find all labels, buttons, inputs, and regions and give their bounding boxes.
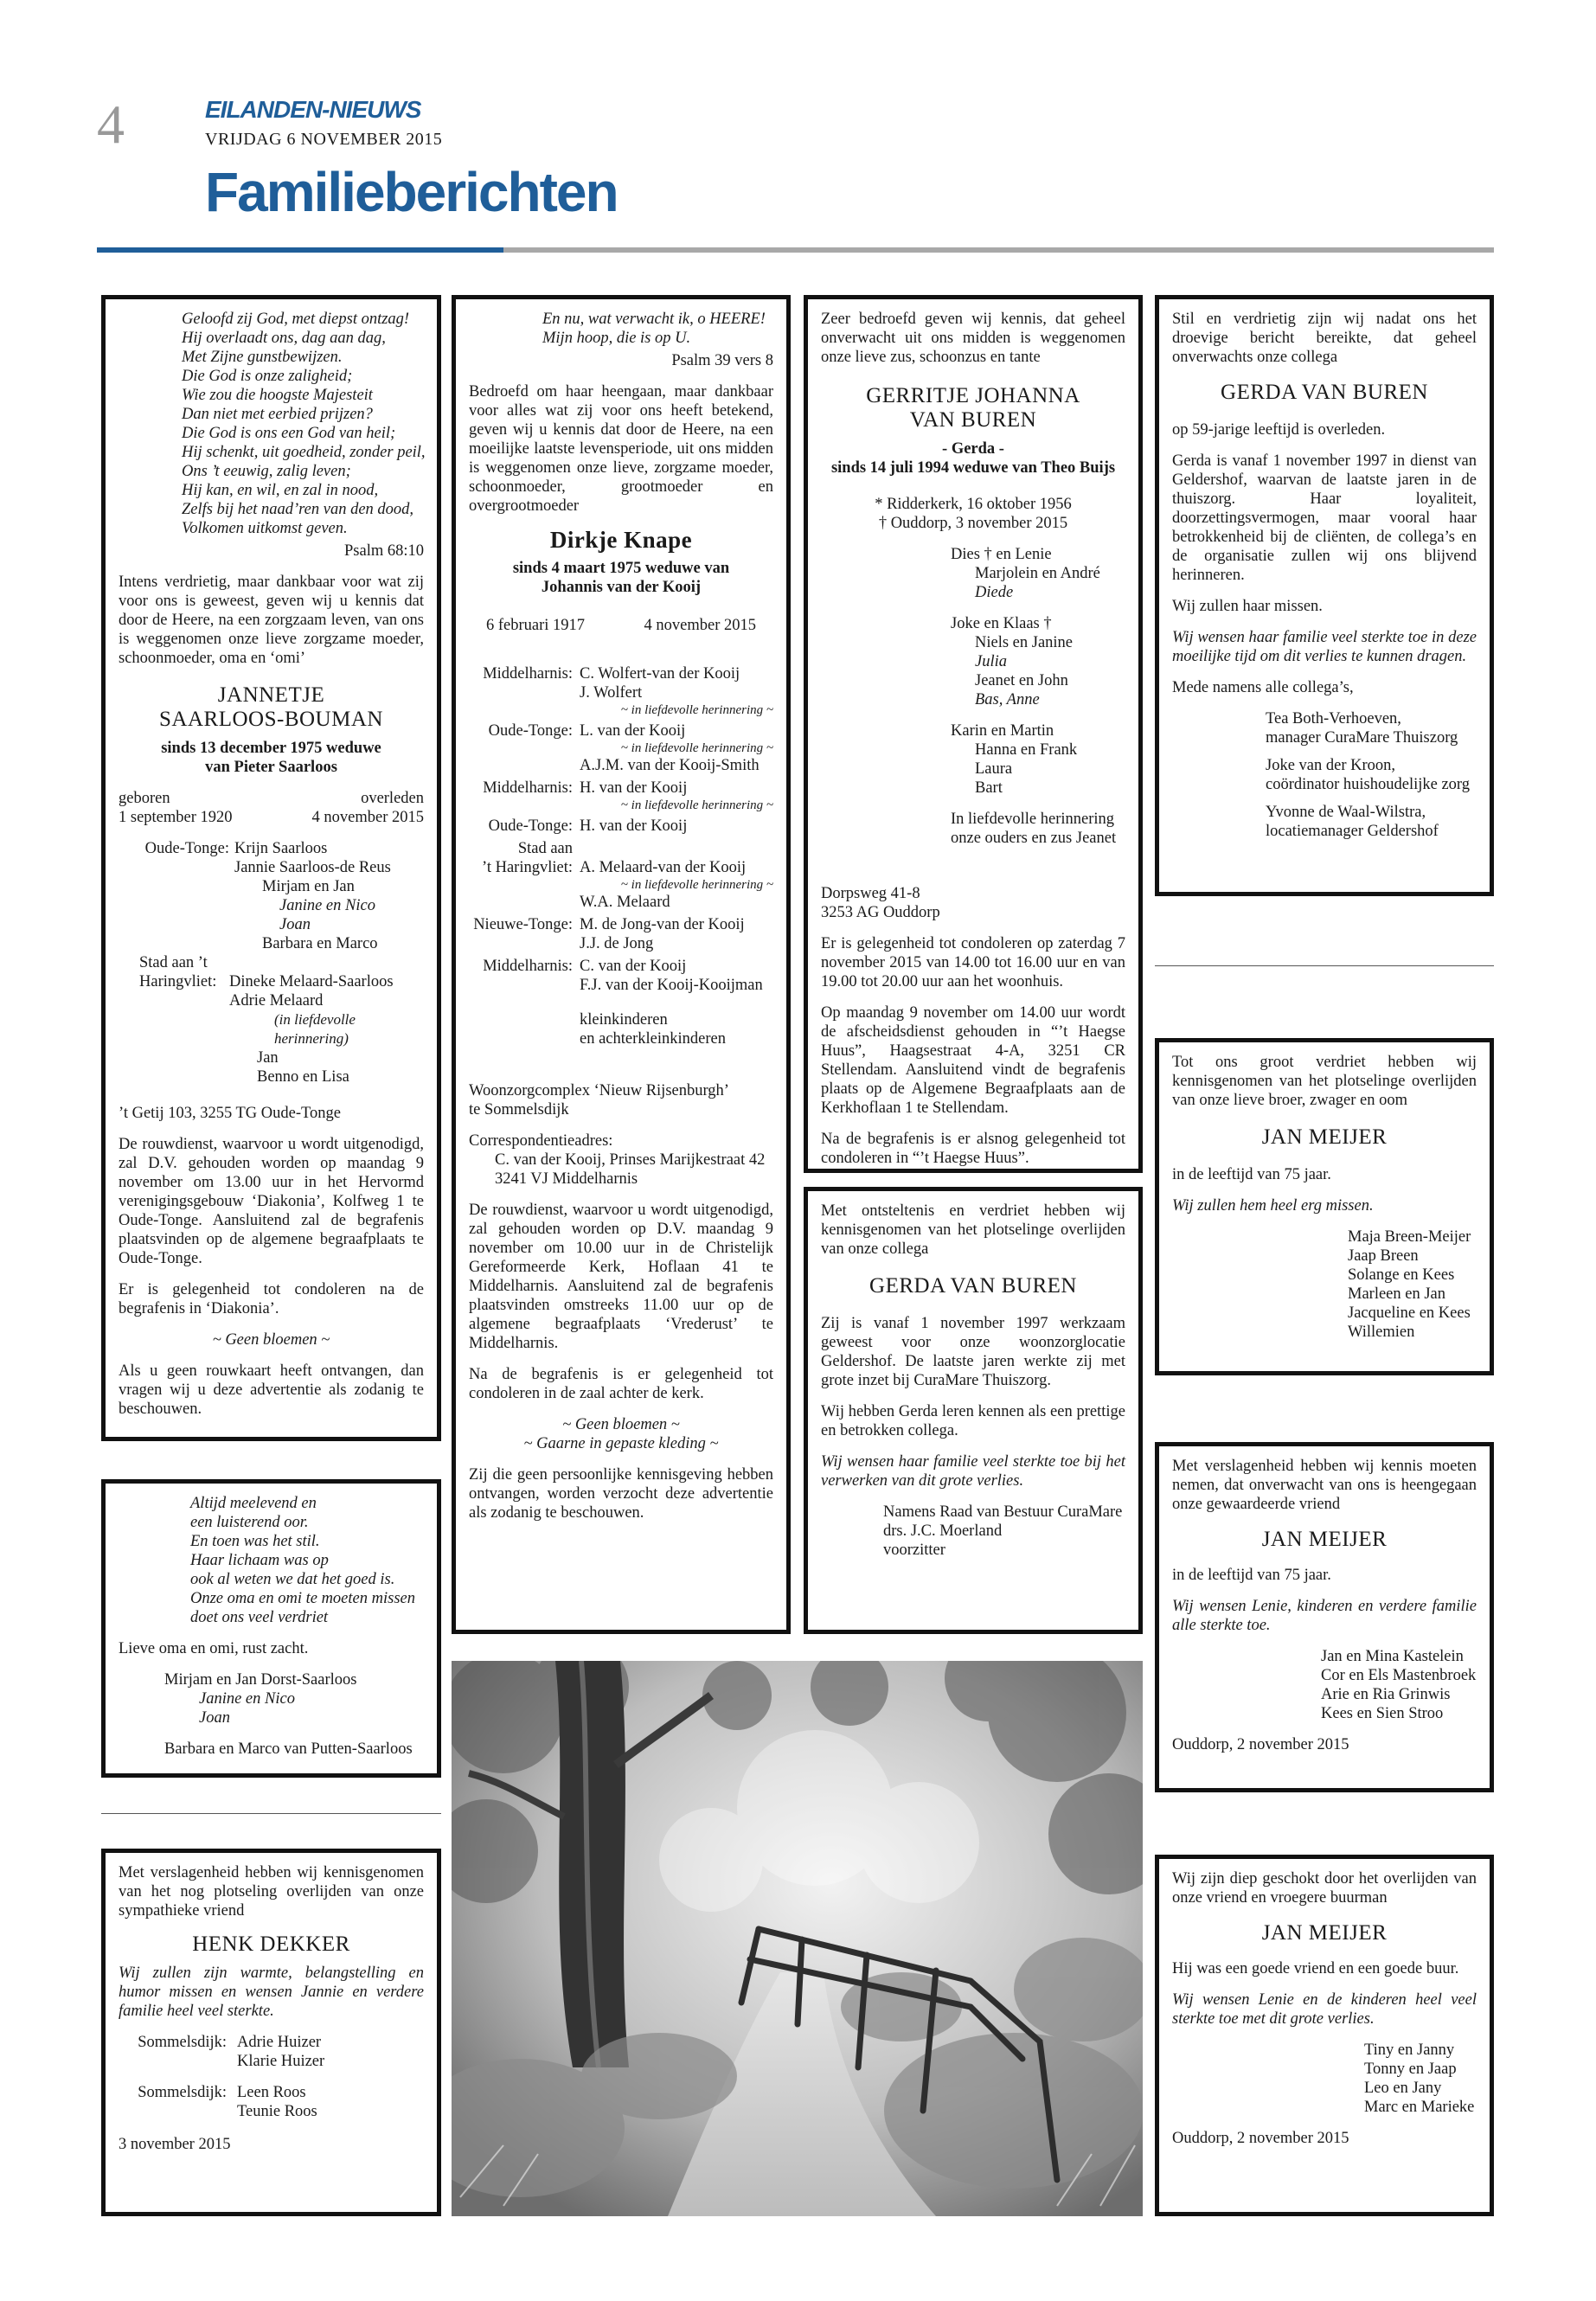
- sign-place: Sommelsdijk:: [138, 2034, 227, 2051]
- family-place: Oude-Tonge:: [144, 840, 229, 857]
- signature: [821, 1503, 1125, 1560]
- deceased-name-line: JANNETJE: [217, 683, 325, 707]
- deceased-name: JAN MEIJER: [1261, 1528, 1388, 1551]
- notice-jan-meijer-friends: [1155, 1442, 1494, 1792]
- masthead-logo: EILANDEN-NIEUWS: [205, 96, 421, 123]
- family-name: Hanna en Frank: [975, 741, 1078, 759]
- family-place-line: ’t Haringvliet:: [482, 859, 573, 876]
- deceased-name: JAN MEIJER: [1261, 1921, 1388, 1945]
- family-name: C. Wolfert-van der Kooij: [580, 665, 740, 683]
- poem-line: Altijd meelevend en: [190, 1495, 317, 1512]
- signature-line: drs. J.C. Moerland: [883, 1522, 1003, 1540]
- header-rule-grey: [503, 247, 1494, 253]
- intro-text: Wij zijn diep geschokt door het overlijden van onze vriend en vroegere buurman: [1172, 1870, 1477, 1907]
- page-number: 4: [97, 93, 125, 155]
- widow-line: Johannis van der Kooij: [541, 579, 702, 596]
- condolence-info: Er is gelegenheid tot condoleren op zaterdag 7 november 2015 van 14.00 tot 16.00 uur en van 19.00 tot 20.00 uur aan het woonhuis.: [821, 935, 1125, 990]
- signature: [1172, 1647, 1477, 1723]
- sign-name: Leen Roos: [237, 2084, 306, 2101]
- signature-group: [1266, 709, 1477, 747]
- address-line: 3253 AG Ouddorp: [821, 904, 940, 921]
- born-date: 6 februari 1917: [486, 617, 586, 634]
- widow-info: [119, 739, 424, 777]
- signature-line: Marleen en Jan: [1348, 1285, 1446, 1303]
- family-stad-aan-t-haringvliet: [119, 953, 424, 1086]
- forest-path-photo: [452, 1661, 1143, 2216]
- correspondence-address: 3241 VJ Middelharnis: [495, 1170, 638, 1188]
- notice-gerda-geldershof: [1155, 295, 1494, 896]
- poem-reference: Psalm 68:10: [344, 542, 424, 560]
- died-label: overleden: [361, 790, 424, 807]
- family-names: [580, 957, 773, 995]
- family-name: H. van der Kooij: [580, 817, 688, 835]
- signature-line: Joke van der Kroon,: [1266, 757, 1396, 774]
- family-list: [469, 664, 773, 995]
- family-name: Karin en Martin: [951, 722, 1054, 740]
- column-divider: [1155, 965, 1494, 966]
- poem-line: doet ons veel verdriet: [190, 1609, 329, 1626]
- family-name: Krijn Saarloos: [234, 840, 328, 857]
- grandchildren: [469, 1010, 773, 1048]
- family-names: [580, 839, 773, 912]
- notice-date: Ouddorp, 2 november 2015: [1172, 1736, 1349, 1753]
- family-name: Julia: [975, 653, 1007, 670]
- family-name: onze ouders en zus Jeanet: [951, 830, 1117, 847]
- family-place-line: Middelharnis:: [483, 665, 573, 683]
- family-name: Marjolein en André: [975, 565, 1100, 582]
- notice-dirkje-knape: [452, 295, 791, 1634]
- deceased-name-line: VAN BUREN: [909, 408, 1037, 432]
- family-name: H. van der Kooij: [580, 779, 688, 797]
- family-names: [580, 664, 773, 718]
- intro-text: Stil en verdrietig zijn wij nadat ons het droevige bericht bereikte, dat geheel onverwachts onze collega: [1172, 311, 1477, 366]
- dates-values: [119, 808, 424, 827]
- intro-text: Met ontsteltenis en verdriet hebben wij kennisgenomen van het plotselinge overlijden van onze collega: [821, 1202, 1125, 1258]
- family-place-line: Middelharnis:: [483, 779, 573, 797]
- section-title: Familieberichten: [205, 161, 618, 223]
- family-place: [469, 915, 580, 953]
- deceased-name: [821, 384, 1125, 433]
- family-group: [469, 721, 773, 775]
- in-memoriam-note: ~ in liefdevolle herinnering ~: [620, 703, 773, 717]
- family-group: [469, 915, 773, 953]
- sign-group: [119, 2083, 424, 2121]
- family-place: [469, 957, 580, 995]
- notice-jan-meijer-family: [1155, 1038, 1494, 1375]
- closing-text: Zij die geen persoonlijke kennisgeving hebben ontvangen, worden verzocht deze advertentie als zodanig te beschouwen.: [469, 1466, 773, 1522]
- signature-group: [1266, 756, 1477, 794]
- after-info: Na de begrafenis is er alsnog gelegenheid tot condoleren in “’t Haegse Huus”.: [821, 1131, 1125, 1167]
- age-text: in de leeftijd van 75 jaar.: [1172, 1166, 1331, 1183]
- family-name: L. van der Kooij: [580, 722, 686, 740]
- address: ’t Getij 103, 3255 TG Oude-Tonge: [119, 1105, 341, 1122]
- family-name: Joan: [279, 916, 311, 933]
- family-name: Joke en Klaas †: [951, 615, 1052, 632]
- condolence-info: Na de begrafenis is er gelegenheid tot condoleren in de zaal achter de kerk.: [469, 1366, 773, 1402]
- family-name: Jannie Saarloos-de Reus: [234, 859, 391, 876]
- family-name: M. de Jong-van der Kooij: [580, 916, 745, 933]
- tribute-text: Gerda is vanaf 1 november 1997 in dienst van Geldershof, waarvan de laatste jaren in de thuiszorg. Haar loyaliteit, doorzettingsvermogen, maar vooral haar betrokkenheid bij de cliënten, de collega’s en de organisatie zullen wij ons blijvend herinneren.: [1172, 452, 1477, 584]
- family-group: [469, 779, 773, 813]
- family-name: Barbara en Marco: [262, 935, 378, 952]
- signature-line: Marc en Marieke: [1364, 2099, 1475, 2116]
- notice-oma-omi: [101, 1479, 441, 1778]
- poem-line: Zelfs bij het naad’ren van den dood,: [182, 501, 414, 518]
- closing-text: Als u geen rouwkaart heeft ontvangen, dan vragen wij u deze advertentie als zodanig te beschouwen.: [119, 1362, 424, 1418]
- signature-line: manager CuraMare Thuiszorg: [1266, 729, 1458, 747]
- widow-line: sinds 4 maart 1975 weduwe van: [512, 560, 730, 577]
- born-info: * Ridderkerk, 16 oktober 1956: [875, 496, 1072, 513]
- signature-line: Jan en Mina Kastelein: [1321, 1648, 1464, 1665]
- dates-labels: [119, 789, 424, 808]
- family-name: Bart: [975, 779, 1003, 797]
- widow-line: van Pieter Saarloos: [205, 759, 337, 776]
- deceased-name-line: SAARLOOS-BOUMAN: [159, 708, 383, 731]
- grandchildren-line: en achterkleinkinderen: [580, 1030, 726, 1048]
- intro-text: Zeer bedroefd geven wij kennis, dat geheel onverwacht uit ons midden is weggenomen onze lieve zus, schoonzus en tante: [821, 311, 1125, 366]
- poem-line: Ons ’t eeuwig, zalig leven;: [182, 463, 351, 480]
- poem-line: Onze oma en omi te moeten missen: [190, 1590, 415, 1607]
- family-name: Adrie Melaard: [229, 992, 324, 1009]
- family-names: [580, 721, 773, 775]
- family-place: [469, 721, 580, 775]
- correspondence-address: C. van der Kooij, Prinses Marijkestraat 42: [495, 1151, 766, 1169]
- family-name: J.J. de Jong: [580, 935, 654, 952]
- signature-line: Yvonne de Waal-Wilstra,: [1266, 804, 1426, 821]
- family-names: [580, 915, 773, 953]
- wish-text: Wij wensen Lenie en de kinderen heel veel sterkte toe met dit grote verlies.: [1172, 1991, 1477, 2028]
- poem-line: Die God is ons een God van heil;: [182, 425, 396, 442]
- family-name: J. Wolfert: [580, 684, 643, 702]
- header-rule-blue: [97, 247, 503, 253]
- poem-line: Die God is onze zaligheid;: [182, 368, 353, 385]
- sign-name: Adrie Huizer: [237, 2034, 322, 2051]
- family-name: Niels en Janine: [975, 634, 1074, 651]
- poem-line: Geloofd zij God, met diepst ontzag!: [182, 311, 410, 328]
- family-place-line: Nieuwe-Tonge:: [473, 916, 573, 933]
- notice-jan-meijer-neighbours: [1155, 1855, 1494, 2216]
- poem-line: een luisterend oor.: [190, 1514, 309, 1531]
- born-date: 1 september 1920: [119, 809, 233, 826]
- signature-line: Jaap Breen: [1348, 1247, 1419, 1265]
- intro-text: Tot ons groot verdriet hebben wij kennisgenomen van het plotselinge overlijden van onze lieve broer, zwager en oom: [1172, 1054, 1477, 1109]
- deceased-name: JAN MEIJER: [1261, 1125, 1388, 1149]
- family-place-line: Stad aan: [517, 840, 573, 857]
- family-place: [469, 664, 580, 718]
- notice-saarloos-bouman: [101, 295, 441, 1441]
- signature-line: Cor en Els Mastenbroek: [1321, 1667, 1477, 1684]
- sign-name: Klarie Huizer: [237, 2053, 325, 2070]
- family-place: [469, 779, 580, 813]
- widow-info: [821, 439, 1125, 478]
- family-name: Bas, Anne: [975, 691, 1040, 708]
- signature: [1172, 709, 1477, 841]
- poem-line: En nu, wat verwacht ik, o HEERE!: [542, 311, 766, 328]
- care-home: Woonzorgcomplex ‘Nieuw Rijsenburgh’: [469, 1082, 729, 1099]
- deceased-name: HENK DEKKER: [192, 1932, 350, 1956]
- signature-line: locatiemanager Geldershof: [1266, 823, 1439, 840]
- age-text: op 59-jarige leeftijd is overleden.: [1172, 421, 1386, 439]
- family-place-line: Middelharnis:: [483, 958, 573, 975]
- issue-date: VRIJDAG 6 NOVEMBER 2015: [205, 130, 443, 149]
- signature-line: Solange en Kees: [1348, 1266, 1455, 1284]
- family-name: Barbara en Marco van Putten-Saarloos: [164, 1740, 413, 1758]
- widow-info: [469, 559, 773, 597]
- tribute-text: Hij was een goede vriend en een goede buur.: [1172, 1960, 1459, 1977]
- family-name: Dineke Melaard-Saarloos: [229, 973, 394, 990]
- notice-henk-dekker: [101, 1849, 441, 2216]
- family-names: [580, 817, 773, 836]
- no-flowers: ~ Geen bloemen ~: [212, 1331, 330, 1349]
- poem-line: ook al weten we dat het goed is.: [190, 1571, 395, 1588]
- notice-date: Ouddorp, 2 november 2015: [1172, 2130, 1349, 2147]
- forest-path-illustration: [452, 1661, 1143, 2216]
- deceased-name: GERDA VAN BUREN: [1221, 381, 1428, 404]
- poem-line: Hij schenkt, uit goedheid, zonder peil,: [182, 444, 426, 461]
- family-group: [469, 839, 773, 912]
- tribute-text: Wij zullen zijn warmte, belangstelling en humor missen en wensen Jannie en verdere familie heel veel sterkte.: [119, 1965, 424, 2020]
- intro-text: Met verslagenheid hebben wij kennis moeten nemen, dat onverwacht van ons is heengegaan onze gewaardeerde vriend: [1172, 1458, 1477, 1513]
- wish-text: Wij wensen haar familie veel sterkte toe in deze moeilijke tijd om dit verlies te kunnen dragen.: [1172, 629, 1477, 665]
- notice-gerda-curamare: [804, 1187, 1143, 1634]
- sign-place: Sommelsdijk:: [138, 2084, 227, 2101]
- family-place: [469, 817, 580, 836]
- family-group: [469, 664, 773, 718]
- intro-text: Bedroefd om haar heengaan, maar dankbaar voor alles wat zij voor ons heeft betekend, geven wij u kennis dat door de Heere, na een moeilijke laatste levensperiode, uit ons midden is weggenomen onze lieve, zorgzame moeder, schoonmoeder, grootmoeder en overgrootmoeder: [469, 383, 773, 515]
- miss-text: Wij zullen haar missen.: [1172, 598, 1323, 615]
- family-name: W.A. Melaard: [580, 894, 670, 911]
- service-info: Op maandag 9 november om 14.00 uur wordt de afscheidsdienst gehouden in “’t Haegse Huus”, Haagsestraat 4-A, 3251 CR Stellendam. Aansluitend vindt de begrafenis plaats op de Algemene Begraafplaats aan de Kerkhoflaan 1 te Stellendam.: [821, 1004, 1125, 1117]
- family-name: Jeanet en John: [975, 672, 1068, 689]
- family-place: [119, 953, 229, 1086]
- widow-line: sinds 13 december 1975 weduwe: [161, 740, 381, 757]
- widow-line: sinds 14 juli 1994 weduwe van Theo Buijs: [830, 459, 1116, 477]
- deceased-name: [119, 683, 424, 732]
- signature-line: Willemien: [1348, 1324, 1415, 1341]
- service-info: De rouwdienst, waarvoor u wordt uitgenodigd, zal gehouden worden op D.V. maandag 9 november om 10.00 uur in de Christelijk Gereformeerde Kerk, Hoflaan 41 te Middelharnis. Aansluitend zal de begrafenis plaatsvinden omstreeks 11.00 uur op de algemene begraafplaats ‘Vrederust’ te Middelharnis.: [469, 1202, 773, 1352]
- family-names: [580, 779, 773, 813]
- poem: [469, 310, 773, 348]
- family-name: C. van der Kooij: [580, 958, 687, 975]
- sign-name: Teunie Roos: [237, 2103, 317, 2120]
- in-memoriam-note: ~ in liefdevolle herinnering ~: [620, 878, 773, 892]
- notice-gerritje-van-buren: [804, 295, 1143, 1173]
- poem-reference: Psalm 39 vers 8: [671, 352, 773, 369]
- behalf-text: Mede namens alle collega’s,: [1172, 679, 1354, 696]
- poem-line: Haar lichaam was op: [190, 1552, 329, 1569]
- signature-line: Tiny en Janny: [1364, 2041, 1455, 2059]
- signature-line: Tea Both-Verhoeven,: [1266, 710, 1401, 727]
- signature-line: Arie en Ria Grinwis: [1321, 1686, 1451, 1703]
- family-name: Janine en Nico: [199, 1690, 295, 1708]
- intro-text: Intens verdrietig, maar dankbaar voor wat zij voor ons is geweest, geven wij u kennis dat door de Heere, na een zorgzaam leven, van ons is weggenomen onze lieve zorgzame moeder, schoonmoeder, oma en ‘omi’: [119, 574, 424, 667]
- no-flowers: ~ Geen bloemen ~: [562, 1416, 680, 1433]
- signature-group: [1266, 803, 1477, 841]
- family-name: Jan: [257, 1049, 279, 1067]
- born-label: geboren: [119, 790, 170, 807]
- family-group: [469, 817, 773, 836]
- family-name: Mirjam en Jan Dorst-Saarloos: [164, 1671, 357, 1689]
- poem-line: Mijn hoop, die is op U.: [542, 330, 691, 347]
- signature-line: Maja Breen-Meijer: [1348, 1228, 1471, 1246]
- family-name: A.J.M. van der Kooij-Smith: [580, 757, 760, 774]
- wish-text: Wij wensen Lenie, kinderen en verdere familie alle sterkte toe.: [1172, 1598, 1477, 1634]
- address-line: Dorpsweg 41-8: [821, 885, 920, 902]
- family-place-line: Oude-Tonge:: [488, 817, 573, 835]
- signature-line: Leo en Jany: [1364, 2080, 1442, 2097]
- farewell-line: Lieve oma en omi, rust zacht.: [119, 1640, 309, 1657]
- deceased-name-line: GERRITJE JOHANNA: [866, 384, 1080, 407]
- poem-line: Met Zijne gunstbewijzen.: [182, 349, 343, 366]
- signature-line: voorzitter: [883, 1541, 945, 1559]
- family-name: Diede: [975, 584, 1014, 601]
- poem-line: Volkomen uitkomst geven.: [182, 520, 348, 537]
- signature: [1172, 2041, 1477, 2117]
- age-text: in de leeftijd van 75 jaar.: [1172, 1567, 1331, 1584]
- notice-date: 3 november 2015: [119, 2136, 231, 2153]
- tribute-text: Wij hebben Gerda leren kennen als een prettige en betrokken collega.: [821, 1403, 1125, 1439]
- miss-text: Wij zullen hem heel erg missen.: [1172, 1197, 1374, 1215]
- poem-line: Hij overlaadt ons, dag aan dag,: [182, 330, 386, 347]
- family-place: [469, 839, 580, 912]
- poem-line: En toen was het stil.: [190, 1533, 320, 1550]
- column-divider: [101, 1813, 441, 1814]
- family-place-line: Oude-Tonge:: [488, 722, 573, 740]
- service-info: De rouwdienst, waarvoor u wordt uitgenodigd, zal D.V. gehouden worden op maandag 9 november om 13.00 uur in het Hervormd verenigingsgebouw ‘Diakonia’, Kolfweg 1 te Oude-Tonge. Aansluitend zal de begrafenis plaatsvinden op de algemene begraafplaats te Oude-Tonge.: [119, 1136, 424, 1267]
- family-list: [821, 545, 1125, 848]
- wish-text: Wij wensen haar familie veel sterkte toe bij het verwerken van dit grote verlies.: [821, 1453, 1125, 1490]
- family-place-line: Haringvliet:: [139, 973, 217, 990]
- family-name: F.J. van der Kooij-Kooijman: [580, 977, 763, 994]
- poem: [119, 1494, 424, 1627]
- tribute-text: Zij is vanaf 1 november 1997 werkzaam geweest voor onze woonzorglocatie Geldershof. De laatste jaren werkte zij met grote inzet bij CuraMare Thuiszorg.: [821, 1315, 1125, 1389]
- signature-line: Kees en Sien Stroo: [1321, 1705, 1444, 1722]
- family-oude-tonge: [119, 839, 424, 953]
- correspondence-label: Correspondentieadres:: [469, 1132, 613, 1150]
- signature-line: coördinator huishoudelijke zorg: [1266, 776, 1470, 793]
- family-name: Mirjam en Jan: [262, 878, 355, 895]
- poem-line: Dan niet met eerbied prijzen?: [182, 406, 373, 423]
- family-name: Laura: [975, 760, 1013, 778]
- deceased-name: GERDA VAN BUREN: [869, 1274, 1077, 1298]
- family-group: [469, 957, 773, 995]
- died-date: 4 november 2015: [644, 617, 756, 634]
- family-name: Dies † en Lenie: [951, 546, 1052, 563]
- died-date: 4 november 2015: [311, 809, 424, 826]
- family-name: Joan: [199, 1709, 230, 1727]
- grandchildren-line: kleinkinderen: [580, 1011, 668, 1029]
- life-dates: [469, 616, 773, 635]
- in-memoriam-note: ~ in liefdevolle herinnering ~: [620, 741, 773, 755]
- poem-line: Wie zou die hoogste Majesteit: [182, 387, 373, 404]
- family-name: Janine en Nico: [279, 897, 375, 914]
- family-name: In liefdevolle herinnering: [951, 811, 1115, 828]
- condolence-info: Er is gelegenheid tot condoleren na de begrafenis in ‘Diakonia’.: [119, 1281, 424, 1317]
- deceased-name: Dirkje Knape: [549, 527, 693, 553]
- signature: [1172, 1227, 1477, 1342]
- dress-note: ~ Gaarne in gepaste kleding ~: [523, 1435, 719, 1452]
- poem: [119, 310, 424, 538]
- died-info: † Ouddorp, 3 november 2015: [878, 515, 1068, 532]
- signature-line: Jacqueline en Kees: [1348, 1304, 1471, 1322]
- in-memoriam-note: (in liefdevolle herinnering): [274, 1011, 356, 1047]
- signature-line: Tonny en Jaap: [1364, 2061, 1457, 2078]
- sign-group: [119, 2033, 424, 2071]
- family-name: A. Melaard-van der Kooij: [580, 859, 747, 876]
- signature-line: Namens Raad van Bestuur CuraMare: [883, 1503, 1123, 1521]
- family-place-line: Stad aan ’t: [139, 954, 208, 971]
- widow-line: - Gerda -: [942, 440, 1004, 458]
- family-name: Benno en Lisa: [257, 1068, 349, 1086]
- in-memoriam-note: ~ in liefdevolle herinnering ~: [620, 798, 773, 812]
- care-home-place: te Sommelsdijk: [469, 1101, 569, 1118]
- poem-line: Hij kan, en wil, en zal in nood,: [182, 482, 379, 499]
- intro-text: Met verslagenheid hebben wij kennisgenomen van het nog plotseling overlijden van onze sympathieke vriend: [119, 1864, 424, 1920]
